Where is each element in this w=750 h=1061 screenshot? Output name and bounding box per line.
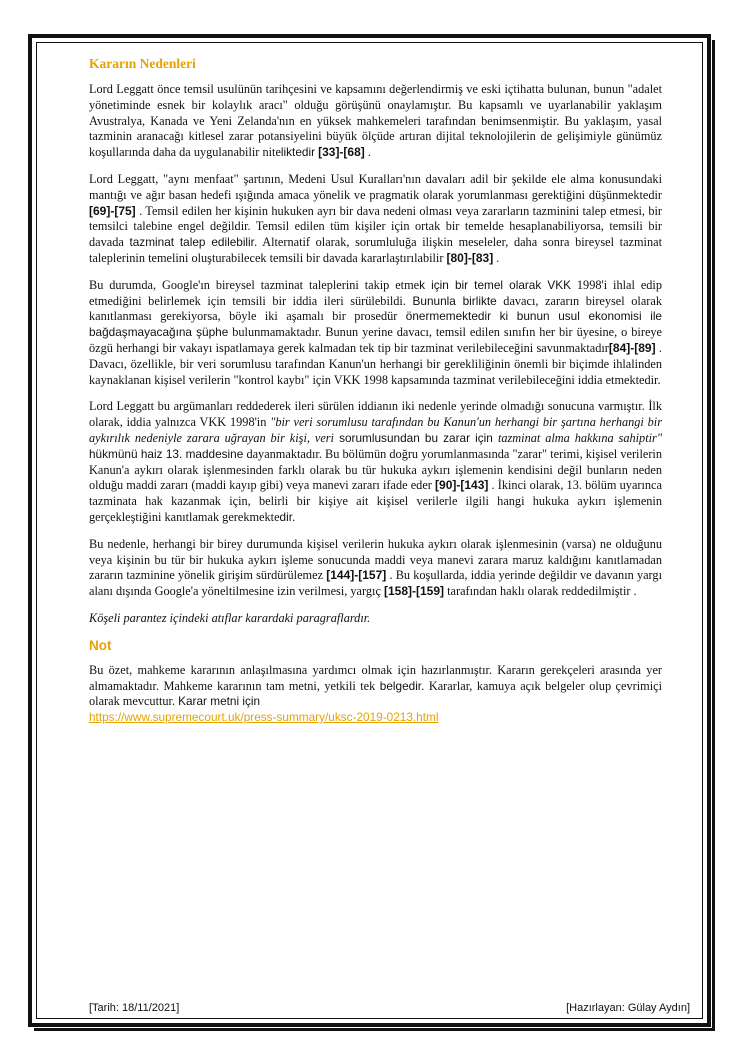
text: bulunmamaktadır. Bunun yerine davacı, temsil edilen sınıfın her bir üyesine, o bireye özgü herhangi bir vakayı ispatlamaya gerek kalmadan tek tip bir tazminat verilebileceğini savunmaktadır — [89, 325, 663, 355]
paragraph-reference: [69]-[75] — [89, 203, 136, 218]
text: . — [364, 145, 371, 160]
text: hükmünü haiz 13. maddesine — [89, 446, 244, 461]
judgment-link[interactable]: https://www.supremecourt.uk/press-summary/uksc-2019-0213.html — [89, 710, 439, 725]
text: liktedir — [280, 145, 316, 160]
text: Lord Leggatt önce temsil usulünün tarihçesini ve kapsamını değerlendirmiş ve eski içtihatta bulunan, bunun "adalet yönetiminde esnek bir kolaylık aracı" olduğu görüşünü onaylamıştır. Bu kapsamlı ve uyarlanabilir yaklaşım Avustralya, Kanada ve Yeni Zelanda'nın en yüksek mahkemeleri tarafından benimsenmiştir. Bu yaklaşım, yasal tazminin aranacağı kitlesel zarar potansiyelini büyük ölçüde artıran dijital teknolojilerin de gelişimiyle günümüz koşullarında daha da uygulanabilir nite — [89, 82, 662, 160]
paragraph-3 — [89, 278, 662, 389]
paragraph-5 — [89, 537, 662, 600]
text: Bununla birlikte — [412, 293, 497, 308]
text: Bu özet, mahkeme kararının anlaşılmasına yardımcı olmak için hazırlanmıştır. Kararın gerekçeleri arasında yer almamaktadır. Mahkeme kararının tam metni, yetkili tek — [89, 662, 662, 693]
text: Lord Leggatt, "aynı menfaat" şartının, Medeni Usul Kuralları'nın davaları adil bir şekilde ele alma konusundaki mantığı ve ağır basan hedefi ışığında amaca yönelik ve pragmatik olarak yorumlanması gerektiğini düşünmektedir — [89, 171, 662, 202]
section-heading-reasons: Kararın Nedenleri — [89, 56, 196, 71]
footer-date: [Tarih: 18/11/2021] — [89, 1002, 180, 1014]
text: sorumlusundan bu zarar için — [333, 430, 498, 445]
text: Lord Leggatt bu argümanları reddederek ileri sürülen iddianın iki nedenle yerinde olmadığı sonucuna varmıştır. İlk olarak, iddia yalnızca VKK 1998'in — [89, 399, 662, 430]
text: k için bir temel olarak VKK — [419, 277, 571, 292]
text: belgedir. — [379, 678, 425, 693]
paragraph-reference: [144]-[157] — [326, 568, 387, 583]
page-border-shadow-bottom — [34, 1028, 715, 1031]
text: . Temsil edilen her kişinin hukuken ayrı bir dava nedeni olması veya zararların tazminini talep etmesi, bir temsilci talebine engel değildir. Temsil edilen tüm kişiler için ortak bir temelde hesaplanabiliyorsa, temsili bir davada — [89, 203, 662, 250]
text: davacı, zararın bireysel olarak kanıtlanması gerekiyorsa, böyle iki aşamalı bir prosedür — [89, 293, 662, 324]
text: Bu durumda, Google'ın bireysel tazminat taleplerini takip etme — [89, 277, 420, 292]
text: Karar metni için — [178, 694, 261, 709]
citation-note: Köşeli parantez içindeki atıflar karardaki paragraflardır. — [89, 610, 371, 625]
text: dayanmaktadır. Bu bölümün doğru yorumlanmasında "zarar" terimi, kişisel verilerin Kanun'a aykırı olarak işlenmesinden farklı olarak bu tür hukuka aykırı işlemenin kendisini değil bunların neden olduğu maddi zararı (maddi kayıp gibi) veya manevi zararı ifade eder — [89, 446, 662, 493]
note-paragraph — [89, 663, 662, 726]
footer-author: [Hazırlayan: Gülay Aydın] — [566, 1002, 690, 1014]
text: dir. — [279, 509, 296, 524]
paragraph-reference: [90]-[143] — [435, 478, 489, 493]
paragraph-4 — [89, 399, 662, 525]
text: tazminat talep edilebilir. — [129, 235, 258, 250]
text: . Davacı, özellikle, bir veri sorumlusu tarafından Kanun'un herhangi bir gerekliliğinin önemli bir biçimde ihlalinden kaynaklanan kişisel verilerin "kontrol kaybı" için VKK 1998 kapsamında tazminat verilebileceğini iddia etmektedir. — [89, 340, 662, 387]
text: önermemektedir ki bunun usul ekonomisi ile bağdaşmayacağına şüphe — [89, 309, 662, 340]
paragraph-reference: [84]-[89] — [608, 340, 656, 355]
section-heading-note: Not — [89, 637, 112, 653]
paragraph-1 — [89, 82, 662, 161]
text: Kararlar, kamuya açık belgeler olup çevrimiçi olarak mevcuttur. — [89, 678, 662, 709]
quoted-text: tazminat alma hakkına sahiptir" — [497, 430, 662, 445]
paragraph-reference: [158]-[159] — [384, 584, 445, 599]
paragraph-reference: [80]-[83] — [446, 250, 494, 265]
text: Bu nedenle, herhangi bir birey durumunda kişisel verilerin hukuka aykırı olarak işlenmesinin (varsa) ne olduğunu veya kişinin bu tür bir hukuka aykırı işleme sonucunda maddi veya manevi zarara maruz kaldığını kanıtlamadan zararın tazminine yönelik girişim sürdürülemez — [89, 536, 662, 583]
text: . — [493, 250, 500, 265]
paragraph-2 — [89, 172, 662, 267]
document-body — [89, 52, 662, 737]
text: . İkinci olarak, 13. bölüm uyarınca tazminata hak kazanmak için, belirli bir kişiye ait kişisel verilerle ilgili hangi hukuka aykırı işlemenin gerçekleştiğini kanıtlamak gerekmekte — [89, 478, 662, 524]
text: Alternatif olarak, sorumluluğa ilişkin meseleler, daha sonra bireysel tazminat taleplerinin temelini oluşturabilecek temsili bir davada kararlaştırılabilir — [89, 235, 662, 265]
text: 1998'i ihlal edip etmediğini belirlemek için temsili bir iddia ileri sürülebildi. — [89, 277, 662, 308]
text: tarafından haklı olarak reddedilmiştir . — [444, 584, 637, 599]
page-border-shadow-right — [712, 40, 715, 1028]
quoted-text: "bir veri sorumlusu tarafından bu Kanun'un herhangi bir şartına herhangi bir aykırılık nedeniyle zarara uğrayan bir kişi, veri — [89, 415, 662, 445]
text: . Bu koşullarda, iddia yerinde değildir ve davanın yargı alanı dışında Google'a yöneltilmesine izin verilmesi, yargıç — [89, 568, 662, 599]
paragraph-reference: [33]-[68] — [318, 145, 365, 160]
